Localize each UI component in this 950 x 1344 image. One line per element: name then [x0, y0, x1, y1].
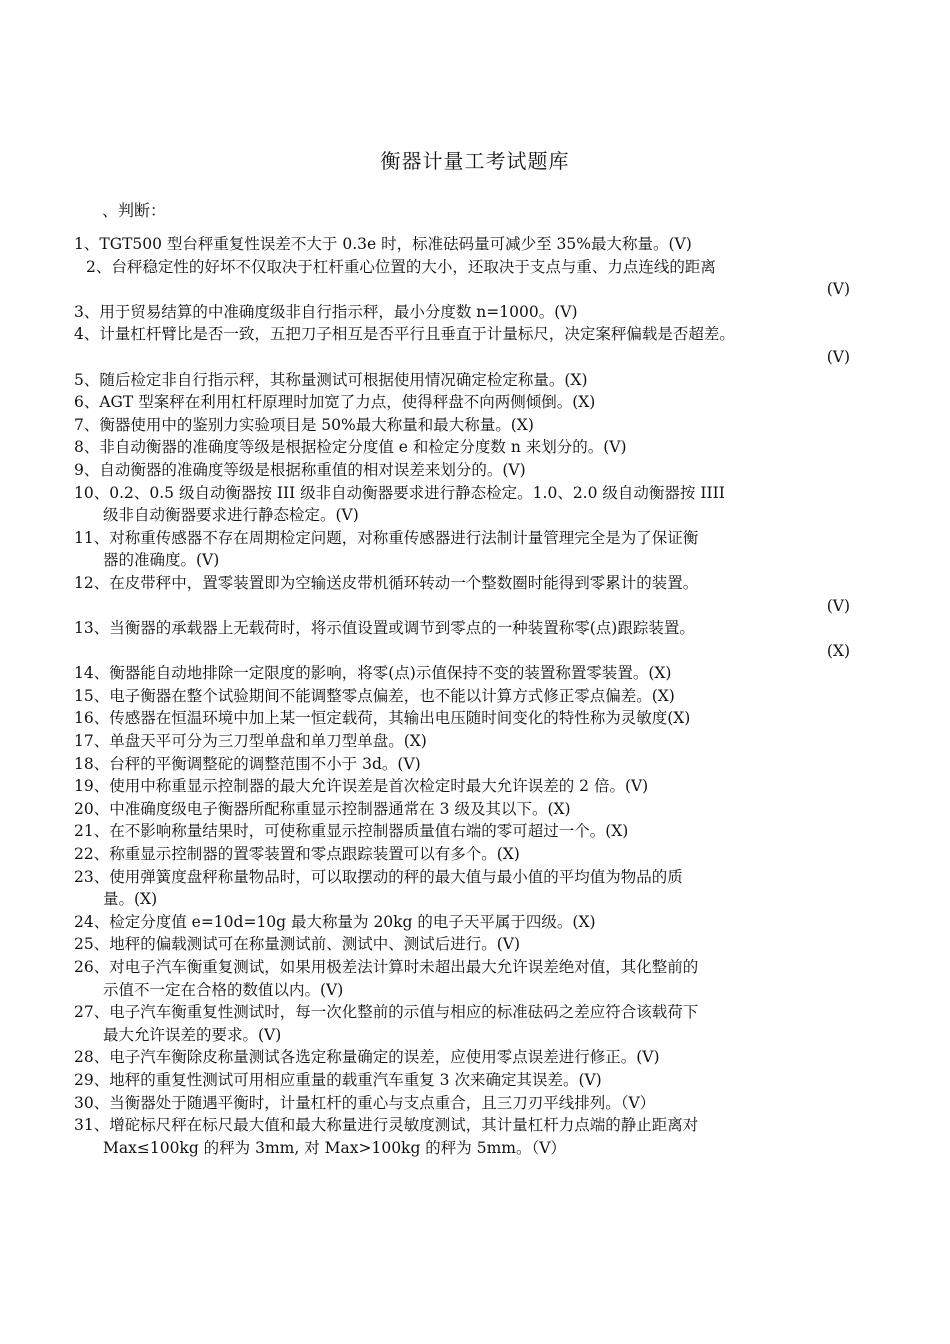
question-text: 29、地秤的重复性测试可用相应重量的载重汽车重复 3 次来确定其误差。(V)	[74, 1070, 602, 1089]
question-text: 26、对电子汽车衡重复测试，如果用极差法计算时未超出最大允许误差绝对值，其化整前的	[74, 958, 699, 976]
question-text: 30、当衡器处于随遇平衡时，计量杠杆的重心与支点重合，且三刀刃平线排列。（V）	[74, 1093, 656, 1112]
question-item	[74, 482, 894, 527]
question-item	[74, 527, 894, 572]
question-text: 5、随后检定非自行指示秤，其称量测试可根据使用情况确定检定称量。(X)	[74, 370, 588, 389]
question-item	[74, 662, 894, 685]
question-text-continuation: 最大允许误差的要求。(V)	[103, 1025, 282, 1044]
question-answer: (X)	[826, 641, 850, 660]
question-item	[74, 753, 894, 776]
question-item	[74, 459, 894, 482]
question-text: 25、地秤的偏载测试可在称量测试前、测试中、测试后进行。(V)	[74, 935, 521, 954]
question-item	[74, 323, 894, 368]
question-text: 21、在不影响称量结果时，可使称重显示控制器质量值右端的零可超过一个。(X)	[74, 822, 629, 841]
question-text: 28、电子汽车衡除皮称量测试各选定称量确定的误差，应使用零点误差进行修正。(V)	[74, 1048, 660, 1067]
question-item	[74, 820, 894, 843]
question-text: 17、单盘天平可分为三刀型单盘和单刀型单盘。(X)	[74, 732, 427, 751]
question-text: 9、自动衡器的准确度等级是根据称重值的相对误差来划分的。(V)	[74, 460, 526, 479]
question-text: 31、增砣标尺秤在标尺最大值和最大称量进行灵敏度测试，其计量杠杆力点端的静止距离对	[74, 1116, 699, 1135]
question-text: 6、AGT 型案秤在利用杠杆原理时加宽了力点，使得秤盘不向两侧倾倒。(X)	[74, 393, 596, 412]
question-text: 27、电子汽车衡重复性测试时，每一次化整前的示值与相应的标准砝码之差应符合该载荷下	[74, 1003, 699, 1022]
question-item	[74, 1114, 894, 1159]
question-text-continuation: 量。(X)	[103, 890, 158, 909]
question-text: 24、检定分度值 e=10d=10g 最大称量为 20kg 的电子天平属于四级。(X)	[74, 912, 596, 931]
question-text: 13、当衡器的承载器上无载荷时，将示值设置或调节到零点的一种装置称零(点)跟踪装置。	[74, 619, 695, 638]
question-item	[74, 911, 894, 934]
question-item	[74, 775, 894, 798]
question-item	[74, 617, 894, 662]
question-item	[74, 707, 894, 730]
question-text: 7、衡器使用中的鉴别力实验项目是 50%最大称量和最大称量。(X)	[74, 415, 534, 434]
question-text: 15、电子衡器在整个试验期间不能调整零点偏差，也不能以计算方式修正零点偏差。(X)	[74, 686, 675, 705]
question-text-continuation: 级非自动衡器要求进行静态检定。(V)	[103, 506, 359, 525]
question-text: 18、台秤的平衡调整砣的调整范围不小于 3d。(V)	[74, 754, 421, 773]
question-item	[74, 301, 894, 324]
question-text-continuation: Max≤100kg 的秤为 3mm, 对 Max>100kg 的秤为 5mm。（V）	[103, 1138, 566, 1157]
question-text: 8、非自动衡器的准确度等级是根据检定分度值 e 和检定分度数 n 来划分的。(V)	[74, 438, 627, 457]
question-item	[74, 1001, 894, 1046]
question-text: 16、传感器在恒温环境中加上某一恒定载荷，其输出电压随时间变化的特性称为灵敏度(X)	[74, 709, 691, 728]
question-item	[74, 798, 894, 821]
question-item	[74, 843, 894, 866]
question-text: 12、在皮带秤中，置零装置即为空输送皮带机循环转动一个整数圈时能得到零累计的装置。	[74, 573, 699, 592]
question-item	[74, 730, 894, 753]
question-item	[74, 391, 894, 414]
question-item	[74, 1092, 894, 1115]
question-text: 20、中准确度级电子衡器所配称重显示控制器通常在 3 级及其以下。(X)	[74, 799, 571, 818]
question-answer: (V)	[826, 347, 850, 366]
question-text: 19、使用中称重显示控制器的最大允许误差是首次检定时最大允许误差的 2 倍。(V)	[74, 777, 649, 796]
question-text: 22、称重显示控制器的置零装置和零点跟踪装置可以有多个。(X)	[74, 845, 520, 864]
question-item	[74, 933, 894, 956]
question-item	[74, 572, 894, 617]
question-item	[74, 233, 894, 256]
question-item	[74, 256, 894, 301]
question-item	[74, 436, 894, 459]
question-item	[74, 956, 894, 1001]
question-text: 11、对称重传感器不存在周期检定问题，对称重传感器进行法制计量管理完全是为了保证衡	[74, 528, 699, 547]
page-title: 衡器计量工考试题库	[380, 149, 570, 173]
question-item	[74, 685, 894, 708]
question-text: 3、用于贸易结算的中准确度级非自行指示秤，最小分度数 n=1000。(V)	[74, 302, 578, 321]
question-text: 2、台秤稳定性的好坏不仅取决于杠杆重心位置的大小，还取决于支点与重、力点连线的距离	[86, 257, 716, 276]
question-text: 4、计量杠杆臂比是否一致，五把刀子相互是否平行且垂直于计量标尺，决定案秤偏载是否超差。	[74, 325, 735, 344]
question-list	[74, 233, 894, 1159]
section-heading: 、判断：	[102, 201, 167, 220]
question-text-continuation: 器的准确度。(V)	[103, 551, 220, 570]
question-text: 1、TGT500 型台秤重复性误差不大于 0.3e 时，标准砝码量可减少至 35%最大称量。(V)	[74, 235, 692, 253]
question-text: 23、使用弹簧度盘秤称量物品时，可以取摆动的秤的最大值与最小值的平均值为物品的质	[74, 867, 683, 886]
question-item	[74, 1069, 894, 1092]
question-item	[74, 414, 894, 437]
question-text: 10、0.2、0.5 级自动衡器按 III 级非自动衡器要求进行静态检定。1.0、2.0 级自动衡器按 IIII	[74, 483, 725, 502]
question-item	[74, 1046, 894, 1069]
question-text-continuation: 示值不一定在合格的数值以内。(V)	[103, 980, 344, 999]
question-item	[74, 866, 894, 911]
question-answer: (V)	[826, 280, 850, 299]
question-answer: (V)	[826, 596, 850, 615]
question-item	[74, 369, 894, 392]
question-text: 14、衡器能自动地排除一定限度的影响，将零(点)示值保持不变的装置称置零装置。(X)	[74, 664, 672, 683]
